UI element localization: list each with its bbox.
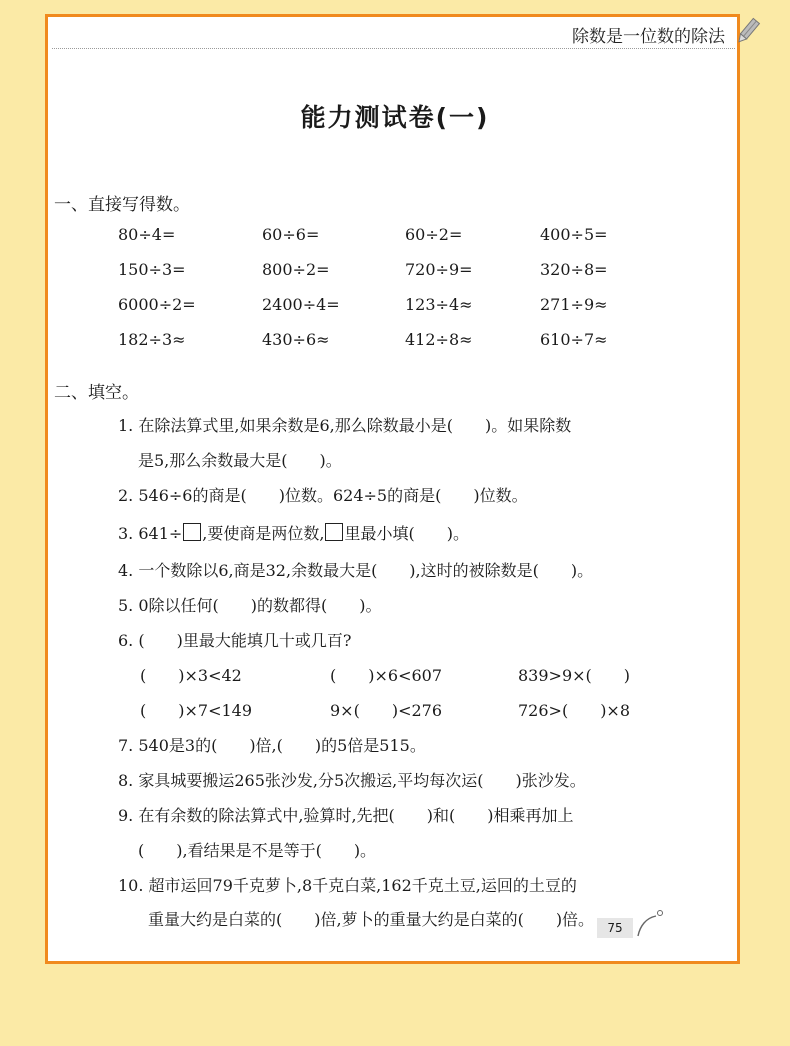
question-6: 6. ( )里最大能填几十或几百? xyxy=(118,631,352,650)
inequality-item: ( )×7<149 xyxy=(140,701,253,720)
inequality-item: ( )×6<607 xyxy=(330,666,443,685)
calc-item: 320÷8= xyxy=(540,260,608,279)
calc-item: 610÷7≈ xyxy=(540,330,608,349)
calc-item: 60÷6= xyxy=(262,225,320,244)
question-5: 5. 0除以任何( )的数都得( )。 xyxy=(118,596,382,615)
calc-item: 400÷5= xyxy=(540,225,608,244)
calc-item: 412÷8≈ xyxy=(405,330,473,349)
inequality-item: 9×( )<276 xyxy=(330,701,443,720)
calc-item: 60÷2= xyxy=(405,225,463,244)
calc-item: 123÷4≈ xyxy=(405,295,473,314)
inequality-item: ( )×3<42 xyxy=(140,666,242,685)
calc-item: 6000÷2= xyxy=(118,295,196,314)
pencil-icon xyxy=(735,16,761,46)
calc-item: 430÷6≈ xyxy=(262,330,330,349)
calc-item: 150÷3= xyxy=(118,260,186,279)
question-3-part-3: 里最小填( )。 xyxy=(344,524,469,543)
section1-heading: 一、直接写得数。 xyxy=(54,195,190,215)
question-2: 2. 546÷6的商是( )位数。624÷5的商是( )位数。 xyxy=(118,486,528,505)
question-8: 8. 家具城要搬运265张沙发,分5次搬运,平均每次运( )张沙发。 xyxy=(118,771,586,790)
calc-item: 2400÷4= xyxy=(262,295,340,314)
question-10-line-2: 重量大约是白菜的( )倍,萝卜的重量大约是白菜的( )倍。 xyxy=(148,910,595,929)
page-number: 75 xyxy=(597,918,633,938)
question-3 xyxy=(118,521,469,544)
blank-box xyxy=(325,523,343,541)
inequality-item: 839>9×( ) xyxy=(518,666,631,685)
question-9-line-1: 9. 在有余数的除法算式中,验算时,先把( )和( )相乘再加上 xyxy=(118,806,574,825)
blank-box xyxy=(183,523,201,541)
calc-item: 720÷9= xyxy=(405,260,473,279)
question-1-line-1: 1. 在除法算式里,如果余数是6,那么除数最小是( )。如果除数 xyxy=(118,416,572,435)
question-9-line-2: ( ),看结果是不是等于( )。 xyxy=(138,841,377,860)
calc-item: 271÷9≈ xyxy=(540,295,608,314)
question-4: 4. 一个数除以6,商是32,余数最大是( ),这时的被除数是( )。 xyxy=(118,561,594,580)
chapter-title: 除数是一位数的除法 xyxy=(572,27,725,47)
question-7: 7. 540是3的( )倍,( )的5倍是515。 xyxy=(118,736,426,755)
calc-item: 80÷4= xyxy=(118,225,176,244)
question-10-line-1: 10. 超市运回79千克萝卜,8千克白菜,162千克土豆,运回的土豆的 xyxy=(118,876,577,895)
calc-item: 800÷2= xyxy=(262,260,330,279)
question-1-line-2: 是5,那么余数最大是( )。 xyxy=(138,451,342,470)
swirl-decoration-icon xyxy=(634,908,664,938)
inequality-item: 726>( )×8 xyxy=(518,701,631,720)
section2-heading: 二、填空。 xyxy=(54,383,139,403)
page-header xyxy=(52,20,735,49)
question-3-part-2: ,要使商是两位数, xyxy=(202,524,325,543)
calc-item: 182÷3≈ xyxy=(118,330,186,349)
page-title: 能力测试卷(一) xyxy=(300,103,490,132)
question-3-part-1: 3. 641÷ xyxy=(118,524,183,543)
